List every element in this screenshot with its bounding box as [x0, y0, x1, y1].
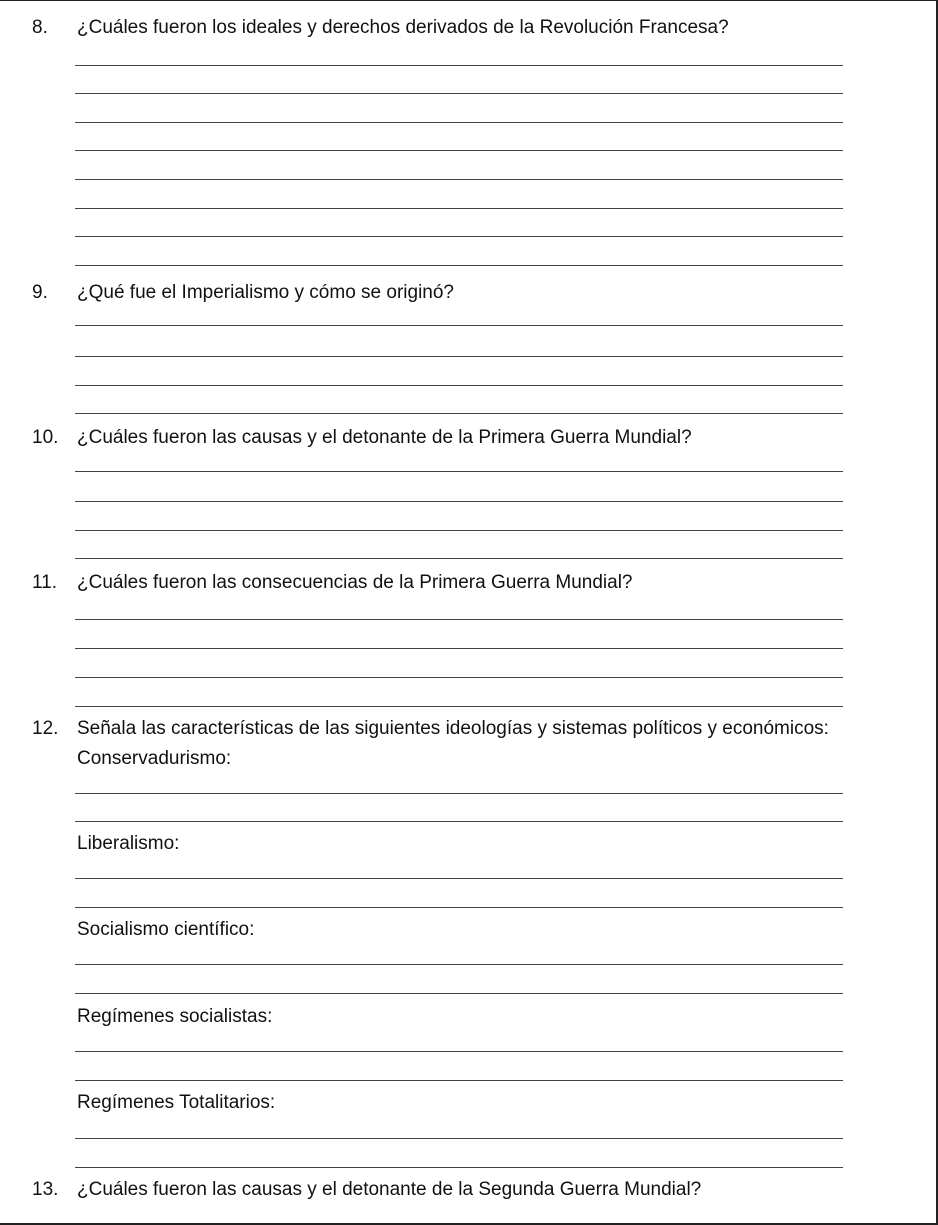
question-11-text: ¿Cuáles fueron las consecuencias de la Primera Guerra Mundial?	[77, 572, 633, 593]
answer-line[interactable]	[75, 964, 843, 965]
answer-line[interactable]	[75, 1080, 843, 1081]
question-9-text: ¿Qué fue el Imperialismo y cómo se originó?	[77, 282, 454, 303]
answer-line[interactable]	[75, 706, 843, 707]
answer-line[interactable]	[75, 793, 843, 794]
question-10-number: 10.	[32, 427, 59, 448]
answer-line[interactable]	[75, 878, 843, 879]
question-9-number: 9.	[32, 282, 48, 303]
ideology-socialismo-cientifico-label: Socialismo científico:	[77, 919, 255, 940]
answer-line[interactable]	[75, 619, 843, 620]
answer-line[interactable]	[75, 501, 843, 502]
question-10-text: ¿Cuáles fueron las causas y el detonante de la Primera Guerra Mundial?	[77, 427, 692, 448]
ideology-regimenes-socialistas-label: Regímenes socialistas:	[77, 1006, 273, 1027]
answer-line[interactable]	[75, 325, 843, 326]
answer-line[interactable]	[75, 677, 843, 678]
answer-line[interactable]	[75, 122, 843, 123]
answer-line[interactable]	[75, 530, 843, 531]
answer-line[interactable]	[75, 179, 843, 180]
answer-line[interactable]	[75, 65, 843, 66]
answer-line[interactable]	[75, 471, 843, 472]
question-13-number: 13.	[32, 1179, 59, 1200]
answer-line[interactable]	[75, 208, 843, 209]
answer-line[interactable]	[75, 558, 843, 559]
answer-line[interactable]	[75, 993, 843, 994]
ideology-regimenes-totalitarios-label: Regímenes Totalitarios:	[77, 1092, 276, 1113]
answer-line[interactable]	[75, 150, 843, 151]
answer-line[interactable]	[75, 413, 843, 414]
answer-line[interactable]	[75, 821, 843, 822]
ideology-liberalismo-label: Liberalismo:	[77, 833, 180, 854]
answer-line[interactable]	[75, 356, 843, 357]
answer-line[interactable]	[75, 907, 843, 908]
answer-line[interactable]	[75, 93, 843, 94]
question-12-text: Señala las características de las siguientes ideologías y sistemas políticos y económicos:	[77, 718, 829, 739]
ideology-conservadurismo-label: Conservadurismo:	[77, 748, 232, 769]
answer-line[interactable]	[75, 265, 843, 266]
answer-line[interactable]	[75, 236, 843, 237]
question-8-number: 8.	[32, 17, 48, 38]
answer-line[interactable]	[75, 1167, 843, 1168]
question-12-number: 12.	[32, 718, 59, 739]
answer-line[interactable]	[75, 1051, 843, 1052]
answer-line[interactable]	[75, 1138, 843, 1139]
question-11-number: 11.	[32, 572, 58, 593]
question-13-text: ¿Cuáles fueron las causas y el detonante de la Segunda Guerra Mundial?	[77, 1179, 702, 1200]
question-8-text: ¿Cuáles fueron los ideales y derechos derivados de la Revolución Francesa?	[77, 17, 729, 38]
answer-line[interactable]	[75, 385, 843, 386]
answer-line[interactable]	[75, 648, 843, 649]
